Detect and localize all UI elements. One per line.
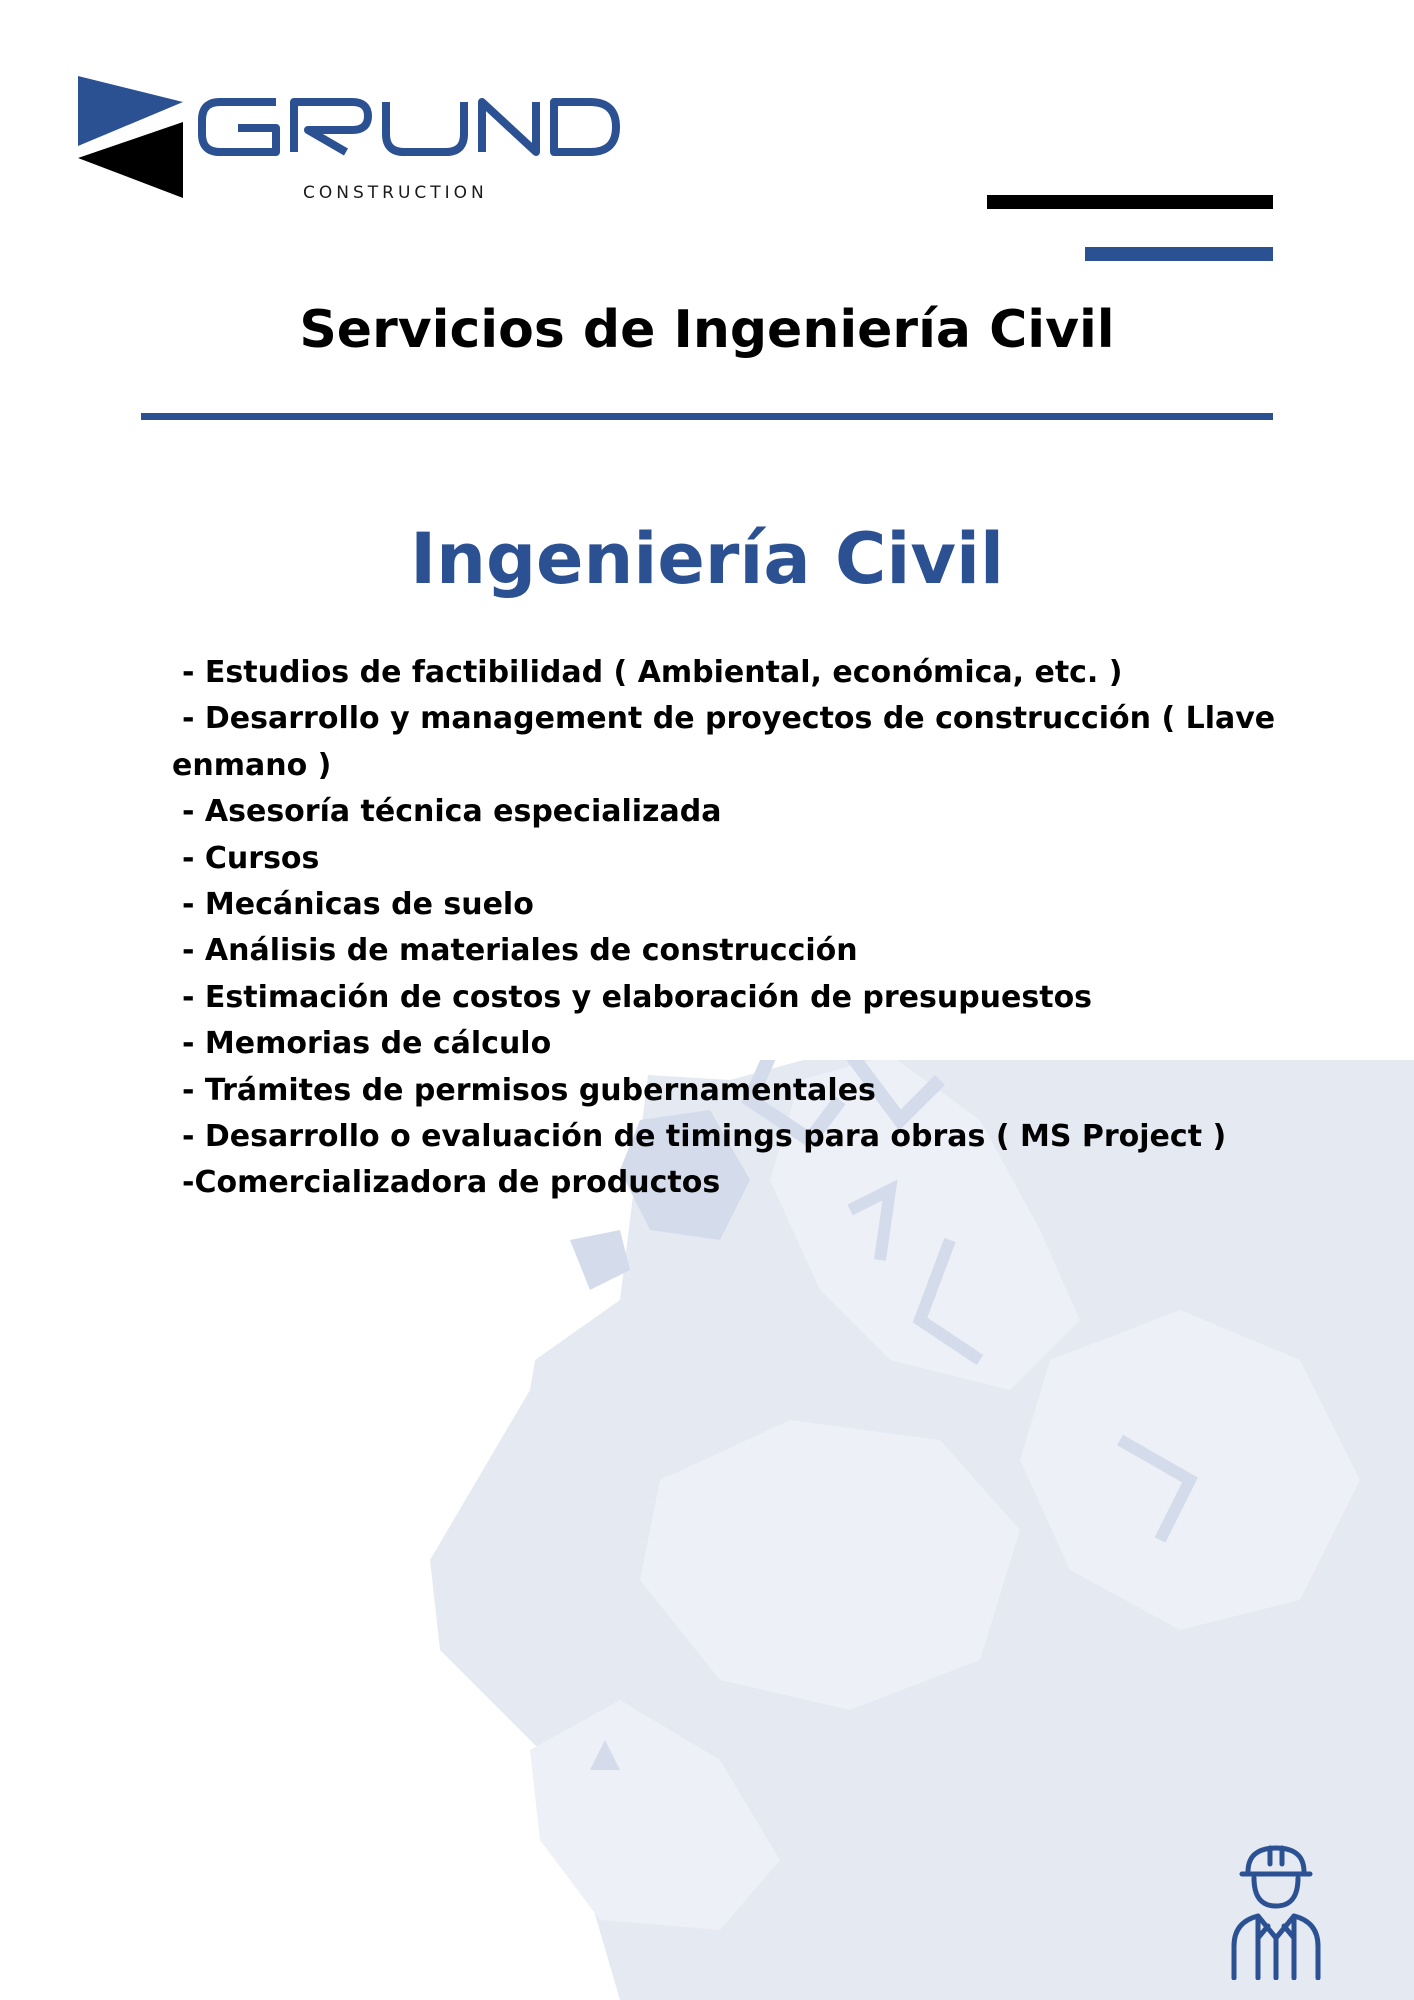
list-item: - Mecánicas de suelo: [182, 887, 534, 923]
decorative-bar-black: [987, 195, 1273, 209]
construction-worker-icon: [1228, 1842, 1324, 1980]
list-item: - Cursos: [182, 840, 320, 876]
list-item-text: - Desarrollo y management de proyectos de construcción ( Llave: [182, 701, 1276, 737]
list-item: - Trámites de permisos gubernamentales: [182, 1072, 876, 1108]
list-item: - Estudios de factibilidad ( Ambiental, económica, etc. ): [182, 655, 1123, 690]
triangle-logo-icon: [78, 76, 183, 198]
list-item: - Desarrollo o evaluación de timings para obras ( MS Project ): [182, 1119, 1227, 1155]
services-list: [172, 650, 1282, 1207]
list-item: - Asesoría técnica especializada: [182, 794, 722, 830]
logo-wordmark: [196, 94, 622, 160]
list-item: - Estimación de costos y elaboración de presupuestos: [182, 979, 1093, 1015]
list-item: - Memorias de cálculo: [182, 1026, 552, 1062]
list-item: - Análisis de materiales de construcción: [182, 933, 858, 969]
logo-subtitle: CONSTRUCTION: [303, 183, 488, 203]
title-divider: [141, 413, 1273, 420]
section-title: Ingeniería Civil: [410, 518, 1004, 600]
decorative-bar-blue: [1085, 247, 1273, 261]
list-item: -Comercializadora de productos: [182, 1165, 721, 1201]
page-title: Servicios de Ingeniería Civil: [299, 300, 1115, 360]
list-item: [172, 696, 1282, 789]
list-item-continuation: enmano ): [172, 747, 332, 783]
